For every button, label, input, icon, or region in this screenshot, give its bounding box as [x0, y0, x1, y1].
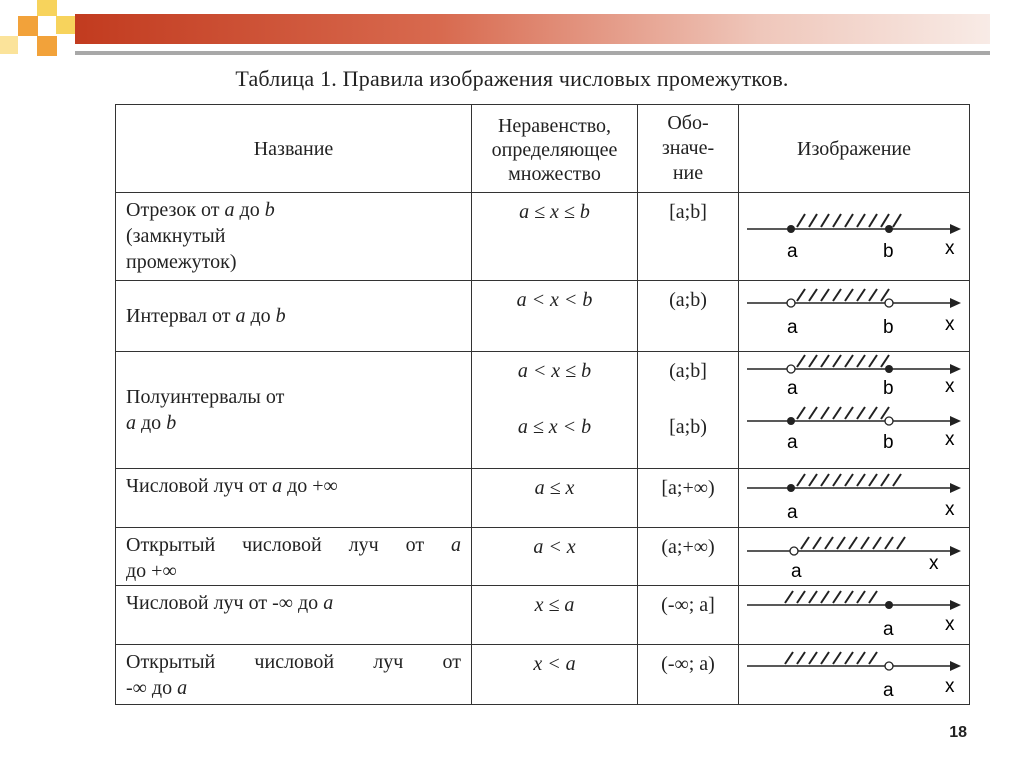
row-name-text: (замкнутый [126, 225, 226, 247]
header-inequality-text: Неравенство, определяющее множество [491, 114, 618, 185]
row-name-text: до +∞ [126, 560, 177, 582]
table-row [116, 645, 970, 705]
number-line [739, 586, 970, 643]
row-inequality: a ≤ x [472, 469, 638, 528]
header-notation-text: Обо- значе- ние [661, 112, 715, 184]
deco-square-orange-2 [37, 36, 57, 56]
row-inequality: a < x [472, 528, 638, 586]
row-name [116, 586, 472, 645]
row-name [116, 645, 472, 705]
label-b: b [883, 241, 894, 262]
row-name [116, 352, 472, 469]
row-inequality: x ≤ a [472, 586, 638, 645]
header-image: Изображение [739, 105, 970, 193]
table-caption: Таблица 1. Правила изображения числовых промежутков. [235, 66, 789, 91]
var-b: b [166, 412, 177, 434]
row-image [739, 528, 970, 586]
row-inequality [472, 352, 638, 469]
point-b-filled [885, 365, 893, 373]
label-x: x [945, 676, 955, 697]
point-a-filled [787, 417, 795, 425]
deco-square-yellow-3 [0, 36, 18, 54]
label-a: a [883, 680, 894, 701]
point-a-open [885, 662, 893, 670]
row-name-text: до [136, 412, 167, 434]
row-name-text: до [245, 305, 276, 327]
header-inequality [472, 105, 638, 193]
row-name [116, 281, 472, 352]
number-line [739, 193, 970, 279]
label-a: a [883, 619, 894, 640]
point-a-open [790, 547, 798, 555]
deco-square-orange [18, 16, 38, 36]
var-a: a [126, 412, 136, 434]
var-b: b [275, 305, 286, 327]
row-inequality: a ≤ x ≤ b [472, 193, 638, 281]
row-image [739, 193, 970, 281]
inequality-1: a < x ≤ b [517, 360, 592, 382]
point-b-open [885, 417, 893, 425]
number-line [739, 528, 970, 584]
label-b: b [883, 317, 894, 338]
table-row [116, 469, 970, 528]
row-image [739, 586, 970, 645]
point-b-filled [885, 225, 893, 233]
notation-2: [a;b) [669, 416, 707, 438]
row-name-text: Числовой луч от [126, 475, 273, 497]
row-name-text: промежуток) [126, 251, 237, 273]
number-line-pair [739, 352, 970, 467]
deco-square-yellow-2 [56, 16, 76, 34]
row-name-text: Отрезок от [126, 199, 225, 221]
header-notation [638, 105, 739, 193]
point-a-filled [787, 225, 795, 233]
row-notation: (a;b) [638, 281, 739, 352]
point-a-filled [885, 601, 893, 609]
number-line [739, 645, 970, 703]
row-inequality: x < a [472, 645, 638, 705]
row-name-text: Числовой луч от -∞ до [126, 592, 324, 614]
var-a: a [235, 305, 246, 327]
var-a: a [177, 677, 188, 699]
hatch [797, 214, 901, 227]
row-name-text: до +∞ [282, 475, 338, 497]
point-b-open [885, 299, 893, 307]
row-notation: [a;b] [638, 193, 739, 281]
label-a: a [787, 317, 798, 338]
row-name [116, 469, 472, 528]
page-number: 18 [949, 724, 967, 741]
row-name-text: -∞ до [126, 677, 178, 699]
deco-square-yellow [37, 0, 57, 16]
row-name-line: Открытый числовой луч от [126, 651, 461, 673]
label-a: a [787, 502, 798, 523]
notation-1: (a;b] [669, 360, 707, 382]
table-row [116, 352, 970, 469]
inequality-2: a ≤ x < b [517, 416, 592, 438]
label-x: x [945, 314, 955, 335]
label-x: x [945, 376, 955, 397]
row-image [739, 281, 970, 352]
row-notation: (-∞; a) [638, 645, 739, 705]
var-a: a [224, 199, 235, 221]
label-x: x [945, 238, 955, 259]
row-name-text: Полуинтервалы от [126, 386, 285, 408]
table-row [116, 193, 970, 281]
header-name: Название [116, 105, 472, 193]
point-a-open [787, 365, 795, 373]
row-name-text: Интервал от [126, 305, 236, 327]
table-row [116, 281, 970, 352]
row-name-text: до [234, 199, 265, 221]
label-a: a [787, 378, 798, 399]
intervals-table [115, 104, 970, 705]
row-name [116, 528, 472, 586]
var-b: b [264, 199, 275, 221]
row-notation [638, 352, 739, 469]
label-b: b [883, 432, 894, 453]
row-image [739, 469, 970, 528]
label-b: b [883, 378, 894, 399]
table-header-row [116, 105, 970, 193]
label-a: a [791, 561, 802, 582]
number-line [739, 469, 970, 526]
point-a-open [787, 299, 795, 307]
label-x: x [945, 499, 955, 520]
var-a: a [451, 534, 461, 556]
row-notation: (a;+∞) [638, 528, 739, 586]
row-inequality: a < x < b [472, 281, 638, 352]
label-a: a [787, 241, 798, 262]
hatch [797, 289, 889, 301]
label-x: x [945, 429, 955, 450]
label-a: a [787, 432, 798, 453]
row-notation: (-∞; a] [638, 586, 739, 645]
label-x: x [929, 553, 939, 574]
label-x: x [945, 614, 955, 635]
number-line [739, 281, 970, 350]
row-name-text: Открытый числовой луч от [126, 534, 451, 556]
header-divider [75, 51, 990, 55]
header-bar [75, 14, 990, 44]
var-a: a [323, 592, 334, 614]
table-row [116, 528, 970, 586]
row-image [739, 352, 970, 469]
var-a: a [272, 475, 283, 497]
row-name [116, 193, 472, 281]
row-name-line [126, 532, 461, 558]
row-notation: [a;+∞) [638, 469, 739, 528]
point-a-filled [787, 484, 795, 492]
table-row [116, 586, 970, 645]
row-image [739, 645, 970, 705]
